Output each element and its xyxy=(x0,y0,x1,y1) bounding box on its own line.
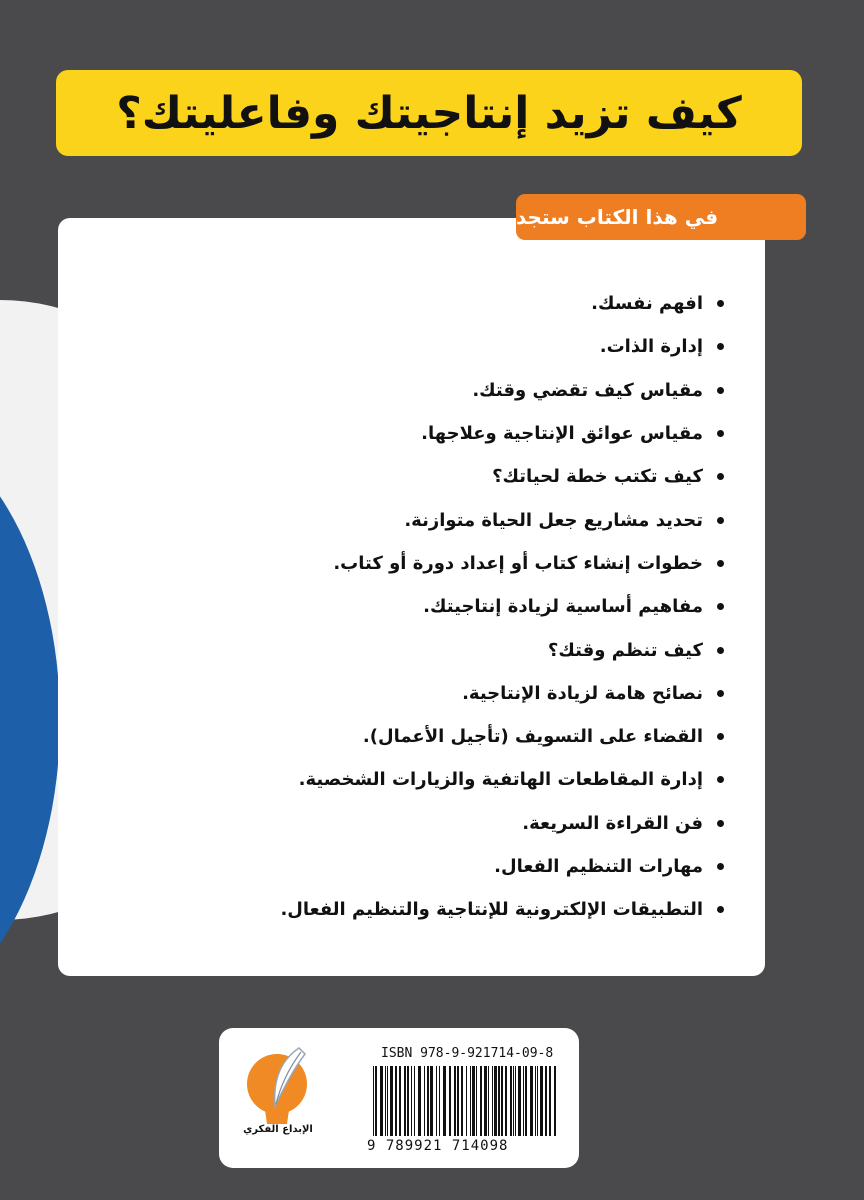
topic-text: القضاء على التسويف (تأجيل الأعمال). xyxy=(362,726,703,748)
barcode-bar xyxy=(449,1066,451,1136)
bullet-icon xyxy=(717,863,724,870)
title-banner xyxy=(56,70,802,156)
barcode-bar xyxy=(439,1066,440,1136)
barcode xyxy=(371,1066,557,1136)
topic-item xyxy=(204,802,724,845)
topic-text: مفاهيم أساسية لزيادة إنتاجيتك. xyxy=(423,596,703,618)
barcode-bar xyxy=(407,1066,409,1136)
section-tag-label: في هذا الكتاب ستجد xyxy=(516,205,719,229)
topic-item xyxy=(204,412,724,455)
topic-text: كيف تكتب خطة لحياتك؟ xyxy=(492,466,703,488)
bullet-icon xyxy=(717,387,724,394)
bullet-icon xyxy=(717,733,724,740)
topic-item xyxy=(204,369,724,412)
barcode-bar xyxy=(470,1066,471,1136)
topic-item xyxy=(204,758,724,801)
bullet-icon xyxy=(717,473,724,480)
barcode-bar xyxy=(430,1066,433,1136)
topic-item xyxy=(204,715,724,758)
barcode-bar xyxy=(387,1066,388,1136)
topic-text: إدارة الذات. xyxy=(599,336,703,358)
barcode-bar xyxy=(537,1066,538,1136)
barcode-bar xyxy=(418,1066,421,1136)
barcode-bar xyxy=(480,1066,482,1136)
barcode-bar xyxy=(461,1066,463,1136)
topic-item xyxy=(204,672,724,715)
barcode-bar xyxy=(545,1066,547,1136)
topic-text: خطوات إنشاء كتاب أو إعداد دورة أو كتاب. xyxy=(333,552,703,574)
barcode-bar xyxy=(424,1066,425,1136)
barcode-bar xyxy=(540,1066,543,1136)
barcode-digits: 9 789921 714098 xyxy=(367,1138,509,1154)
topic-item xyxy=(204,542,724,585)
barcode-bar xyxy=(505,1066,507,1136)
bullet-icon xyxy=(717,603,724,610)
barcode-bar xyxy=(411,1066,412,1136)
topic-text: مقياس كيف تقضي وقتك. xyxy=(472,379,703,401)
topic-text: افهم نفسك. xyxy=(591,293,703,315)
topic-text: مهارات التنظيم الفعال. xyxy=(494,856,703,877)
topic-list xyxy=(204,282,724,931)
barcode-bar xyxy=(549,1066,551,1136)
barcode-bar xyxy=(525,1066,527,1136)
topic-item xyxy=(204,628,724,671)
bullet-icon xyxy=(717,430,724,437)
barcode-bar xyxy=(399,1066,401,1136)
barcode-bar xyxy=(385,1066,386,1136)
book-title: كيف تزيد إنتاجيتك وفاعليتك؟ xyxy=(116,87,742,139)
barcode-bar xyxy=(498,1066,500,1136)
barcode-bar xyxy=(395,1066,397,1136)
topic-text: تحديد مشاريع جعل الحياة متوازنة. xyxy=(404,509,703,531)
topic-text: كيف تنظم وقتك؟ xyxy=(547,639,703,661)
bullet-icon xyxy=(717,560,724,567)
barcode-bar xyxy=(510,1066,512,1136)
bullet-icon xyxy=(717,906,724,913)
barcode-bar xyxy=(443,1066,446,1136)
barcode-bar xyxy=(466,1066,467,1136)
topic-item xyxy=(204,325,724,368)
topic-text: إدارة المقاطعات الهاتفية والزيارات الشخصية. xyxy=(298,769,703,791)
barcode-bar xyxy=(488,1066,489,1136)
publisher-name: الإبداع الفكري xyxy=(243,1124,313,1135)
section-tag xyxy=(516,194,806,240)
barcode-bar xyxy=(454,1066,456,1136)
barcode-bar xyxy=(404,1066,406,1136)
barcode-bar xyxy=(494,1066,497,1136)
topic-item xyxy=(204,282,724,325)
topic-text: فن القراءة السريعة. xyxy=(522,812,703,834)
lightbulb-feather-icon xyxy=(229,1040,329,1156)
topic-item xyxy=(204,845,724,888)
barcode-bar xyxy=(518,1066,521,1136)
barcode-bar xyxy=(476,1066,477,1136)
barcode-bar xyxy=(554,1066,556,1136)
barcode-bar xyxy=(414,1066,415,1136)
barcode-bar xyxy=(515,1066,516,1136)
bullet-icon xyxy=(717,820,724,827)
publisher-footer xyxy=(219,1028,579,1168)
topic-text: مقياس عوائق الإنتاجية وعلاجها. xyxy=(421,423,703,445)
bullet-icon xyxy=(717,690,724,697)
barcode-bar xyxy=(375,1066,377,1136)
barcode-bar xyxy=(457,1066,459,1136)
barcode-bar xyxy=(427,1066,429,1136)
barcode-bar xyxy=(373,1066,374,1136)
topic-item xyxy=(204,498,724,541)
barcode-bar xyxy=(484,1066,487,1136)
barcode-bar xyxy=(472,1066,475,1136)
bullet-icon xyxy=(717,517,724,524)
barcode-bar xyxy=(513,1066,514,1136)
topic-item xyxy=(204,888,724,931)
barcode-bar xyxy=(530,1066,533,1136)
barcode-bar xyxy=(523,1066,524,1136)
barcode-bar xyxy=(436,1066,437,1136)
topic-text: نصائح هامة لزيادة الإنتاجية. xyxy=(462,682,703,704)
barcode-bar xyxy=(501,1066,503,1136)
barcode-bar xyxy=(492,1066,493,1136)
topic-text: التطبيقات الإلكترونية للإنتاجية والتنظيم الفعال. xyxy=(280,899,703,921)
bullet-icon xyxy=(717,647,724,654)
barcode-bar xyxy=(390,1066,393,1136)
topic-item xyxy=(204,455,724,498)
isbn-label: ISBN 978-9-921714-09-8 xyxy=(381,1046,554,1061)
barcode-bar xyxy=(380,1066,383,1136)
topic-item xyxy=(204,585,724,628)
barcode-bar xyxy=(535,1066,536,1136)
bullet-icon xyxy=(717,776,724,783)
bullet-icon xyxy=(717,300,724,307)
bullet-icon xyxy=(717,343,724,350)
